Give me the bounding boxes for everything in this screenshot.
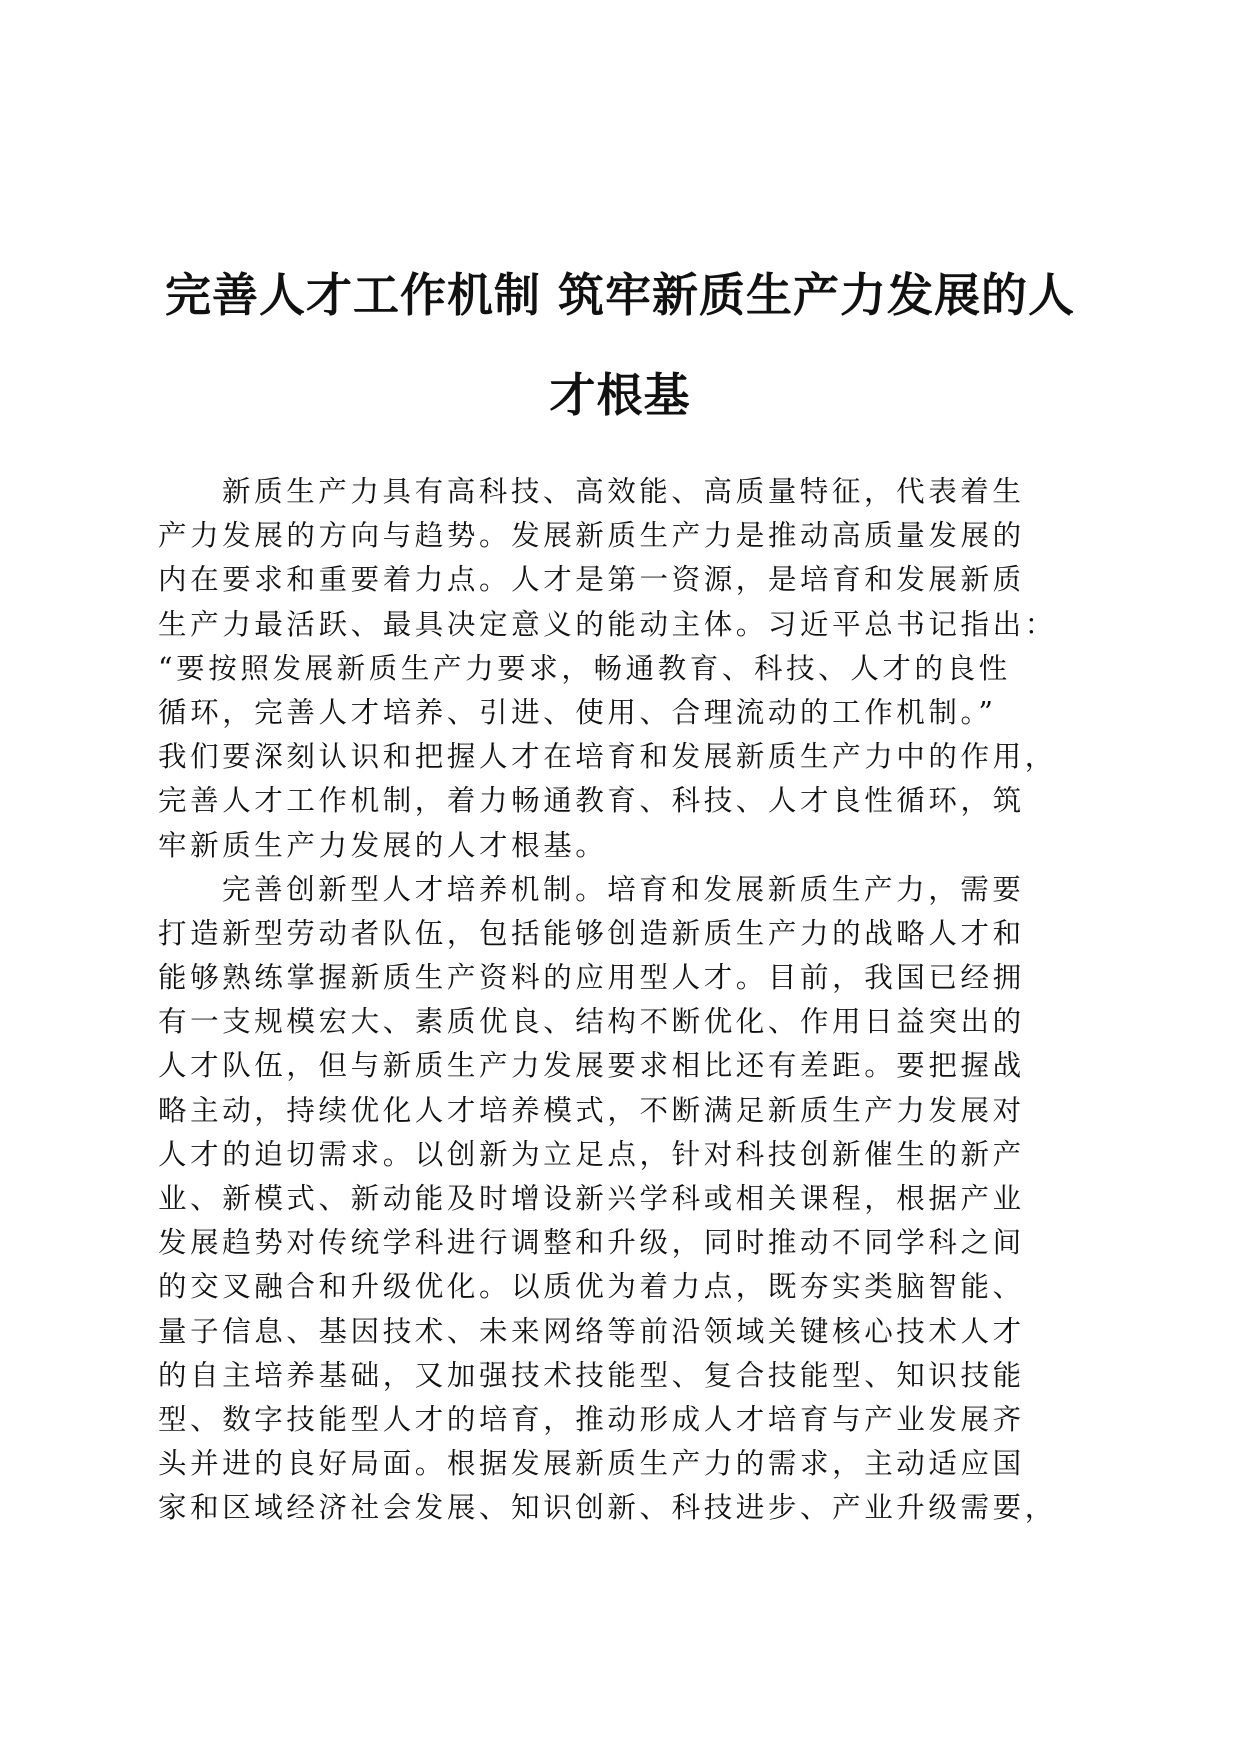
text-line: 内在要求和重要着力点。人才是第一资源，是培育和发展新质 (158, 563, 1025, 597)
text-line: 我们要深刻认识和把握人才在培育和发展新质生产力中的作用， (158, 740, 1057, 774)
paragraph-talent-training (158, 868, 1076, 1531)
title-line: 完善人才工作机制 筑牢新质生产力发展的人 (164, 268, 1075, 322)
text-line: 有一支规模宏大、素质优良、结构不断优化、作用日益突出的 (158, 1005, 1025, 1039)
text-line: 能够熟练掌握新质生产资料的应用型人才。目前，我国已经拥 (158, 961, 1025, 995)
text-line: 业、新模式、新动能及时增设新兴学科或相关课程，根据产业 (158, 1182, 1025, 1215)
text-line: 家和区域经济社会发展、知识创新、科技进步、产业升级需要， (158, 1491, 1057, 1525)
text-line: 发展趋势对传统学科进行调整和升级，同时推动不同学科之间 (158, 1226, 1025, 1260)
text-line: 的自主培养基础，又加强技术技能型、复合技能型、知识技能 (158, 1358, 1025, 1392)
text-line: 打造新型劳动者队伍，包括能够创造新质生产力的战略人才和 (158, 916, 1025, 950)
text-line: 量子信息、基因技术、未来网络等前沿领域关键核心技术人才 (158, 1314, 1025, 1348)
text-line: 头并进的良好局面。根据发展新质生产力的需求，主动适应国 (158, 1447, 1025, 1481)
text-line: 型、数字技能型人才的培育，推动形成人才培育与产业发展齐 (158, 1402, 1025, 1436)
text-line: 生产力最活跃、最具决定意义的能动主体。习近平总书记指出： (158, 607, 1057, 641)
text-line: 人才的迫切需求。以创新为立足点，针对科技创新催生的新产 (158, 1137, 1025, 1171)
document-title (150, 245, 1090, 445)
text-line: 完善人才工作机制，着力畅通教育、科技、人才良性循环，筑 (158, 784, 1025, 818)
title-line: 才根基 (549, 368, 691, 422)
text-line: “要按照发展新质生产力要求，畅通教育、科技、人才的良性 (158, 651, 1011, 685)
text-line: 完善创新型人才培养机制。培育和发展新质生产力，需要 (222, 872, 1025, 906)
text-line: 人才队伍，但与新质生产力发展要求相比还有差距。要把握战 (158, 1049, 1025, 1083)
text-line: 新质生产力具有高科技、高效能、高质量特征，代表着生 (222, 475, 1025, 508)
paragraph-intro (158, 470, 1076, 868)
text-line: 的交叉融合和升级优化。以质优为着力点，既夯实类脑智能、 (158, 1270, 1025, 1304)
text-line: 略主动，持续优化人才培养模式，不断满足新质生产力发展对 (158, 1093, 1025, 1127)
text-line: 循环，完善人才培养、引进、使用、合理流动的工作机制。” (158, 695, 997, 729)
text-line: 产力发展的方向与趋势。发展新质生产力是推动高质量发展的 (158, 519, 1025, 553)
document-body (158, 470, 1076, 1531)
text-line: 牢新质生产力发展的人才根基。 (158, 828, 608, 862)
